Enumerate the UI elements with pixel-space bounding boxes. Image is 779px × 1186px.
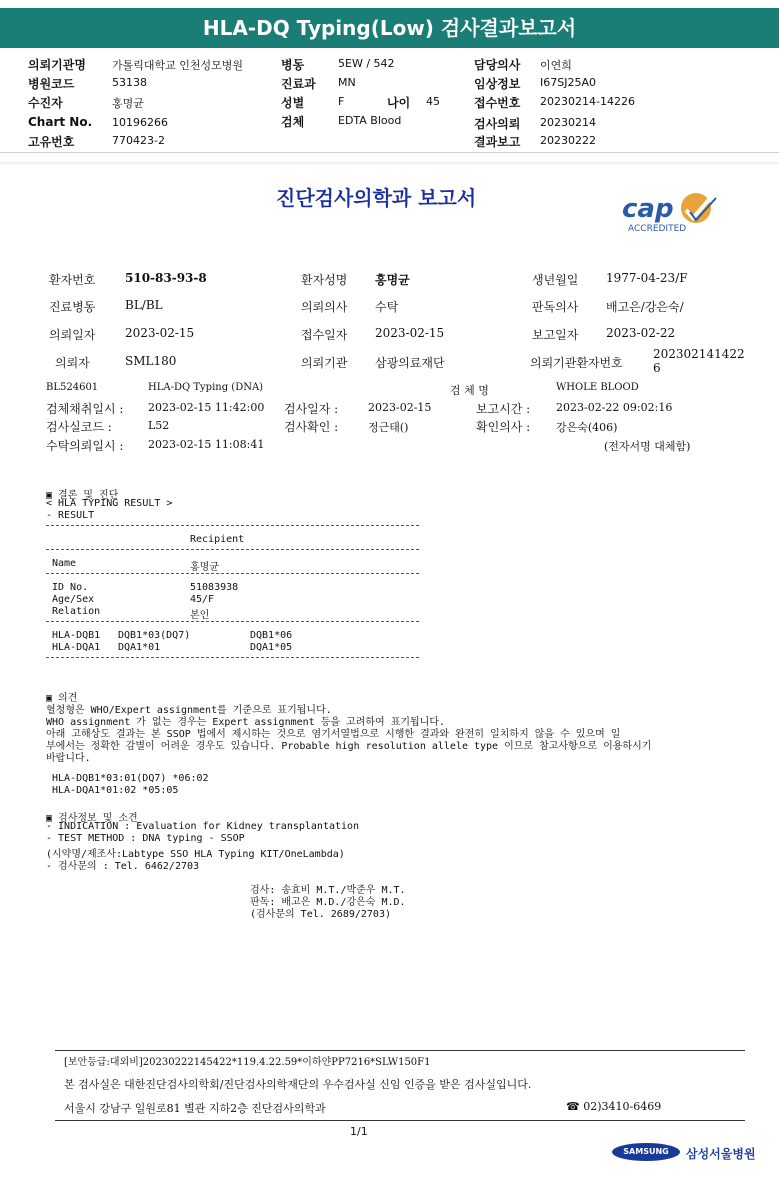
dashed-rule <box>46 573 419 574</box>
exam-value: 강은숙(406) <box>556 421 618 434</box>
page-number: 1/1 <box>350 1125 368 1138</box>
patient-label: 환자번호 <box>49 273 96 287</box>
header-label: 결과보고 <box>474 135 521 149</box>
patient-value: 1977-04-23/F <box>606 271 688 285</box>
exam-value: 2023-02-15 11:08:41 <box>148 438 265 451</box>
high-res-dqa1: HLA-DQA1*01:02 *05:05 <box>52 785 179 796</box>
signer-line: 검사: 송효비 M.T./박준우 M.T. <box>250 885 406 896</box>
relation-value: 본인 <box>190 610 210 621</box>
esign-note: (전자서명 대체함) <box>604 440 691 453</box>
header-value: MN <box>338 76 356 89</box>
header-value: I67SJ25A0 <box>540 76 596 89</box>
patient-label: 의뢰자 <box>55 356 90 370</box>
header-value: 770423-2 <box>112 134 165 147</box>
header-value: 이연희 <box>540 59 572 72</box>
footer-rule <box>55 1050 745 1051</box>
exam-label: 검체채취일시 : <box>46 402 124 416</box>
dqb1-locus: HLA-DQB1 <box>52 630 101 641</box>
exam-label: 검사일자 : <box>284 402 339 416</box>
patient-label: 의뢰기관환자번호 <box>530 356 623 370</box>
age-sex-value: 45/F <box>190 594 215 605</box>
footer-rule <box>55 1120 745 1121</box>
exam-value: L52 <box>148 419 170 432</box>
patient-value: 삼광의료재단 <box>375 356 445 370</box>
patient-value: 2023-02-15 <box>375 326 445 340</box>
cap-logo-subtext: ACCREDITED <box>628 224 687 234</box>
name-value: 홍명균 <box>190 562 219 573</box>
dashed-rule <box>46 525 419 526</box>
result-heading: ▣ 결론 및 진단 <box>46 490 119 501</box>
patient-value: 6 <box>653 361 661 375</box>
header-label: 접수번호 <box>474 96 521 110</box>
test-info-heading: ▣ 검사정보 및 소견 <box>46 813 138 824</box>
patient-name: 홍명균 <box>375 273 410 287</box>
high-res-dqb1: HLA-DQB1*03:01(DQ7) *06:02 <box>52 773 209 784</box>
patient-label: 보고일자 <box>532 328 579 342</box>
patient-value: SML180 <box>125 354 177 368</box>
opinion-line: 바랍니다. <box>46 753 91 764</box>
opinion-line: 부에서는 정확한 감별이 어려운 경우도 있습니다. Probable high resolution allele type 이므로 참고사항으로 이용하시기 <box>46 741 652 752</box>
opinion-line: WHO assignment 가 없는 경우는 Expert assignment 등을 고려하여 표기됩니다. <box>46 717 446 728</box>
header-label: Chart No. <box>28 115 93 129</box>
recipient-header: Recipient <box>190 534 245 545</box>
hospital-name: 삼성서울병원 <box>686 1147 756 1161</box>
header-value: 20230214 <box>540 116 596 129</box>
result-subheading: - RESULT <box>46 510 95 521</box>
id-label: ID No. <box>52 582 89 593</box>
header-value: 가톨릭대학교 인천성모병원 <box>112 59 244 72</box>
patient-label: 환자성명 <box>301 273 348 287</box>
patient-label: 진료병동 <box>49 300 96 314</box>
patient-value: 2023-02-15 <box>125 326 195 340</box>
header-label: 병동 <box>281 58 305 72</box>
header-label: 검체 <box>281 115 305 129</box>
age-label: 나이 <box>387 96 411 110</box>
age-value: 45 <box>426 95 440 108</box>
patient-value: 2023-02-22 <box>606 326 676 340</box>
dashed-rule <box>46 657 419 658</box>
age-sex-label: Age/Sex <box>52 594 95 605</box>
result-subheading: < HLA TYPING RESULT > <box>46 498 173 509</box>
header-label: 검사의뢰 <box>474 117 521 131</box>
cap-logo-text: cap <box>622 194 674 224</box>
dashed-rule <box>46 549 419 550</box>
exam-code: BL524601 <box>46 382 99 393</box>
header-label: 담당의사 <box>474 58 521 72</box>
patient-number: 510-83-93-8 <box>125 271 207 285</box>
security-line: [보안등급:대외비]20230222145422*119.4.22.59*이하얀PP7216*SLW150F1 <box>64 1057 431 1068</box>
header-value: F <box>338 95 345 108</box>
exam-label: 검사실코드 : <box>46 420 112 434</box>
relation-label: Relation <box>52 606 101 617</box>
dashed-rule <box>46 621 419 622</box>
dqb1-allele-1: DQB1*03(DQ7) <box>118 630 191 641</box>
header-label: 임상정보 <box>474 77 521 91</box>
lab-address: 서울시 강남구 일원로81 별관 지하2층 진단검사의학과 <box>64 1102 326 1115</box>
lab-phone: ☎ 02)3410-6469 <box>566 1100 662 1113</box>
header-value: 10196266 <box>112 116 168 129</box>
specimen-value: WHOLE BLOOD <box>556 382 639 393</box>
patient-label: 판독의사 <box>532 300 579 314</box>
header-value: EDTA Blood <box>338 114 402 127</box>
header-value: 53138 <box>112 76 147 89</box>
specimen-label: 검 체 명 <box>450 384 489 397</box>
id-value: 51083938 <box>190 582 239 593</box>
opinion-line: 혈청형은 WHO/Expert assignment를 기준으로 표기됩니다. <box>46 705 332 716</box>
cap-accredited-logo <box>620 190 720 238</box>
certification-note: 본 검사실은 대한진단검사의학회/진단검사의학재단의 우수검사실 신임 인증을 받은 검사실입니다. <box>64 1078 532 1091</box>
divider-shadow <box>0 162 779 166</box>
exam-value: 2023-02-22 09:02:16 <box>556 401 673 414</box>
samsung-logo: SAMSUNG <box>612 1143 680 1161</box>
test-info-line: - TEST METHOD : DNA typing - SSOP <box>46 833 245 844</box>
patient-value: 배고은/강은숙/ <box>606 300 684 314</box>
header-label: 성별 <box>281 96 305 110</box>
header-label: 병원코드 <box>28 77 75 91</box>
report-title-bar: HLA-DQ Typing(Low) 검사결과보고서 <box>0 8 779 48</box>
header-value: 20230222 <box>540 134 596 147</box>
patient-value: 202302141422 <box>653 347 745 361</box>
exam-label: 검사확인 : <box>284 420 339 434</box>
dqa1-locus: HLA-DQA1 <box>52 642 101 653</box>
test-info-line: (시약명/제조사:Labtype SSO HLA Typing KIT/OneLambda) <box>46 849 345 860</box>
header-label: 의뢰기관명 <box>28 58 86 72</box>
signer-line: 판독: 배고은 M.D./강은숙 M.D. <box>250 897 406 908</box>
patient-label: 생년월일 <box>532 273 579 287</box>
opinion-heading: ▣ 의견 <box>46 693 78 704</box>
exam-value: 정근태() <box>368 421 409 434</box>
header-value: 홍명균 <box>112 97 144 110</box>
dqa1-allele-2: DQA1*05 <box>250 642 293 653</box>
patient-value: 수탁 <box>375 300 399 314</box>
patient-label: 의뢰의사 <box>301 300 348 314</box>
opinion-line: 아래 고해상도 결과는 본 SSOP 법에서 제시하는 것으로 염기서열법으로 시행한 결과와 완전히 일치하지 않을 수 있으며 일 <box>46 729 621 740</box>
report-title: 진단검사의학과 보고서 <box>276 186 477 210</box>
header-label: 진료과 <box>281 77 316 91</box>
exam-value: 2023-02-15 11:42:00 <box>148 401 265 414</box>
header-label: 수진자 <box>28 96 63 110</box>
exam-label: 확인의사 : <box>476 420 531 434</box>
header-value: 5EW / 542 <box>338 57 395 70</box>
test-info-line: - 검사문의 : Tel. 6462/2703 <box>46 861 200 872</box>
exam-label: 수탁의뢰일시 : <box>46 439 124 453</box>
exam-label: 보고시간 : <box>476 402 531 416</box>
patient-label: 의뢰기관 <box>301 356 348 370</box>
patient-value: BL/BL <box>125 298 163 312</box>
dqb1-allele-2: DQB1*06 <box>250 630 293 641</box>
patient-label: 의뢰일자 <box>49 328 96 342</box>
name-label: Name <box>52 558 77 569</box>
test-info-line: - INDICATION : Evaluation for Kidney transplantation <box>46 821 360 832</box>
header-label: 고유번호 <box>28 135 75 149</box>
patient-label: 접수일자 <box>301 328 348 342</box>
exam-name: HLA-DQ Typing (DNA) <box>148 382 264 393</box>
signer-line: (검사문의 Tel. 2689/2703) <box>250 909 391 920</box>
header-value: 20230214-14226 <box>540 95 635 108</box>
dqa1-allele-1: DQA1*01 <box>118 642 161 653</box>
exam-value: 2023-02-15 <box>368 401 432 414</box>
divider <box>0 152 779 153</box>
